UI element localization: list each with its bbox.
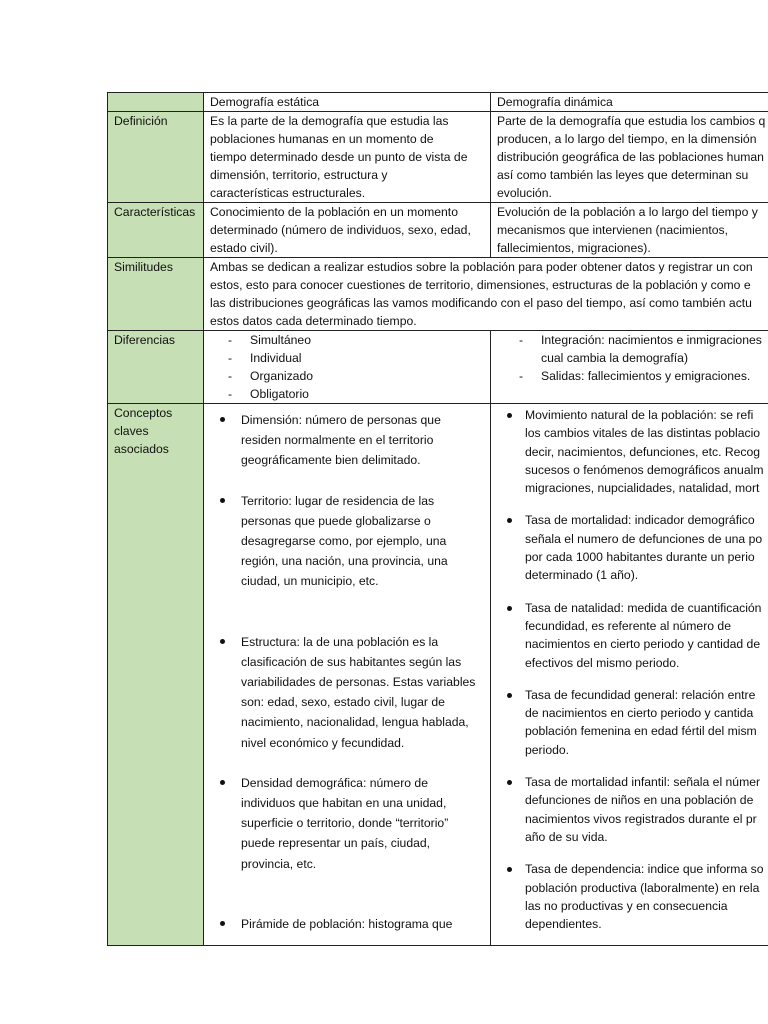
conceptos-estatica-cell bbox=[204, 404, 491, 946]
bullet-icon bbox=[507, 518, 512, 523]
text-line: las distribuciones geográficas las vamos modificando con el paso del tiempo, así como también actu bbox=[210, 296, 752, 310]
list-item: Densidad demográfica: número de individuos que habitan en una unidad, superficie o territorio, donde “territorio” puede representar un país, ciudad, provincia, etc. bbox=[210, 773, 490, 874]
row-label-conceptos: Conceptos claves asociados bbox=[108, 404, 204, 946]
row-label-definicion: Definición bbox=[108, 112, 204, 203]
bullet-icon bbox=[220, 639, 225, 644]
text-line: evolución. bbox=[497, 186, 552, 200]
list-item: - Organizado bbox=[228, 369, 314, 383]
caracteristicas-estatica-cell bbox=[204, 203, 491, 258]
row-caracteristicas bbox=[108, 203, 768, 258]
header-row bbox=[108, 93, 768, 112]
text-line: Ambas se dedican a realizar estudios sobre la población para poder obtener datos y registrar un con bbox=[210, 260, 753, 274]
list-item: - Integración: nacimientos e inmigraciones cual cambia la demografía) bbox=[519, 333, 762, 365]
bullet-icon bbox=[220, 498, 225, 503]
diferencias-dinamica-cell bbox=[491, 331, 768, 404]
list-item: - Obligatorio bbox=[228, 387, 309, 401]
conceptos-dinamica-cell bbox=[491, 404, 768, 946]
header-demografia-dinamica: Demografía dinámica bbox=[491, 93, 768, 112]
caracteristicas-dinamica-cell bbox=[491, 203, 768, 258]
row-label-caracteristicas: Características bbox=[108, 203, 204, 258]
conceptos-dinamica-list bbox=[497, 406, 768, 933]
list-item: Pirámide de población: histograma que bbox=[210, 914, 490, 934]
conceptos-estatica-list bbox=[210, 410, 490, 934]
text-line: Conocimiento de la población en un momento bbox=[210, 205, 458, 219]
row-label-similitudes: Similitudes bbox=[108, 258, 204, 331]
text-line: determinado (número de individuos, sexo, edad, bbox=[210, 223, 471, 237]
diferencias-estatica-cell bbox=[204, 331, 491, 404]
list-item: - Salidas: fallecimientos y emigraciones. bbox=[519, 369, 751, 383]
text-line: dimensión, territorio, estructura y bbox=[210, 168, 388, 182]
bullet-icon bbox=[507, 413, 512, 418]
text-line: características estructurales. bbox=[210, 186, 366, 200]
bullet-icon bbox=[220, 921, 225, 926]
list-item: Territorio: lugar de residencia de las personas que puede globalizarse o desagregarse como, por ejemplo, una región, una nación, una provincia, una ciudad, un municipio, etc. bbox=[210, 491, 490, 592]
header-demografia-estatica: Demografía estática bbox=[204, 93, 491, 112]
list-item: Movimiento natural de la población: se refi los cambios vitales de las distintas poblacio decir, nacimientos, defunciones, etc. Recog sucesos o fenómenos demográficos anualm migraciones, nupcialidades, natalidad, mort bbox=[497, 406, 768, 497]
diferencias-estatica-list bbox=[228, 331, 490, 403]
text-line: poblaciones humanas en un momento de bbox=[210, 132, 434, 146]
text-line: mecanismos que intervienen (nacimientos, bbox=[497, 223, 728, 237]
row-diferencias bbox=[108, 331, 768, 404]
text-line: Es la parte de la demografía que estudia las bbox=[210, 114, 449, 128]
row-label-diferencias: Diferencias bbox=[108, 331, 204, 404]
text-line: fallecimientos, migraciones). bbox=[497, 241, 651, 255]
list-item: Tasa de fecundidad general: relación entre de nacimientos en cierto periodo y cantida población femenina en edad fértil del mism periodo. bbox=[497, 686, 768, 759]
text-line: Evolución de la población a lo largo del tiempo y bbox=[497, 205, 758, 219]
list-item: Estructura: la de una población es la clasificación de sus habitantes según las variabilidades de personas. Estas variables son: edad, sexo, estado civil, lugar de nacimiento, nacionalidad, lengua hablada, nivel económico y fecundidad. bbox=[210, 632, 490, 753]
list-item: Tasa de mortalidad infantil: señala el númer defunciones de niños en una población de nacimientos vivos registrados durante el pr año de su vida. bbox=[497, 773, 768, 846]
definicion-dinamica-cell bbox=[491, 112, 768, 203]
list-item: Tasa de natalidad: medida de cuantificación fecundidad, es referente al número de nacimientos en cierto periodo y cantidad de efectivos del mismo periodo. bbox=[497, 599, 768, 672]
row-conceptos bbox=[108, 404, 768, 946]
bullet-icon bbox=[507, 867, 512, 872]
text-line: estos, esto para conocer cuestiones de territorio, dimensiones, estructuras de la población y como e bbox=[210, 278, 751, 292]
list-item: Tasa de dependencia: indice que informa so población productiva (laboralmente) en rela las no productivas y en consecuencia dependientes. bbox=[497, 860, 768, 933]
bullet-icon bbox=[220, 417, 225, 422]
text-line: así como también las leyes que determinan su bbox=[497, 168, 749, 182]
bullet-icon bbox=[507, 693, 512, 698]
text-line: estos datos cada determinado tiempo. bbox=[210, 314, 417, 328]
definicion-estatica-cell bbox=[204, 112, 491, 203]
text-line: estado civil). bbox=[210, 241, 278, 255]
list-item: - Individual bbox=[228, 351, 302, 365]
list-item: Tasa de mortalidad: indicador demográfico señala el numero de defunciones de una po por cada 1000 habitantes durante un perio determinado (1 año). bbox=[497, 511, 768, 584]
comparison-table bbox=[107, 92, 768, 946]
diferencias-dinamica-list bbox=[519, 331, 768, 385]
list-item: Dimensión: número de personas que residen normalmente en el territorio geográficamente bien delimitado. bbox=[210, 410, 490, 471]
header-corner-cell bbox=[108, 93, 204, 112]
similitudes-cell bbox=[204, 258, 768, 331]
text-line: producen, a lo largo del tiempo, en la dimensión bbox=[497, 132, 757, 146]
text-line: distribución geográfica de las poblaciones human bbox=[497, 150, 764, 164]
bullet-icon bbox=[507, 780, 512, 785]
bullet-icon bbox=[507, 606, 512, 611]
bullet-icon bbox=[220, 780, 225, 785]
row-similitudes bbox=[108, 258, 768, 331]
text-line: tiempo determinado desde un punto de vista de bbox=[210, 150, 468, 164]
list-item: - Simultáneo bbox=[228, 333, 311, 347]
row-definicion bbox=[108, 112, 768, 203]
text-line: Parte de la demografía que estudia los cambios q bbox=[497, 114, 766, 128]
